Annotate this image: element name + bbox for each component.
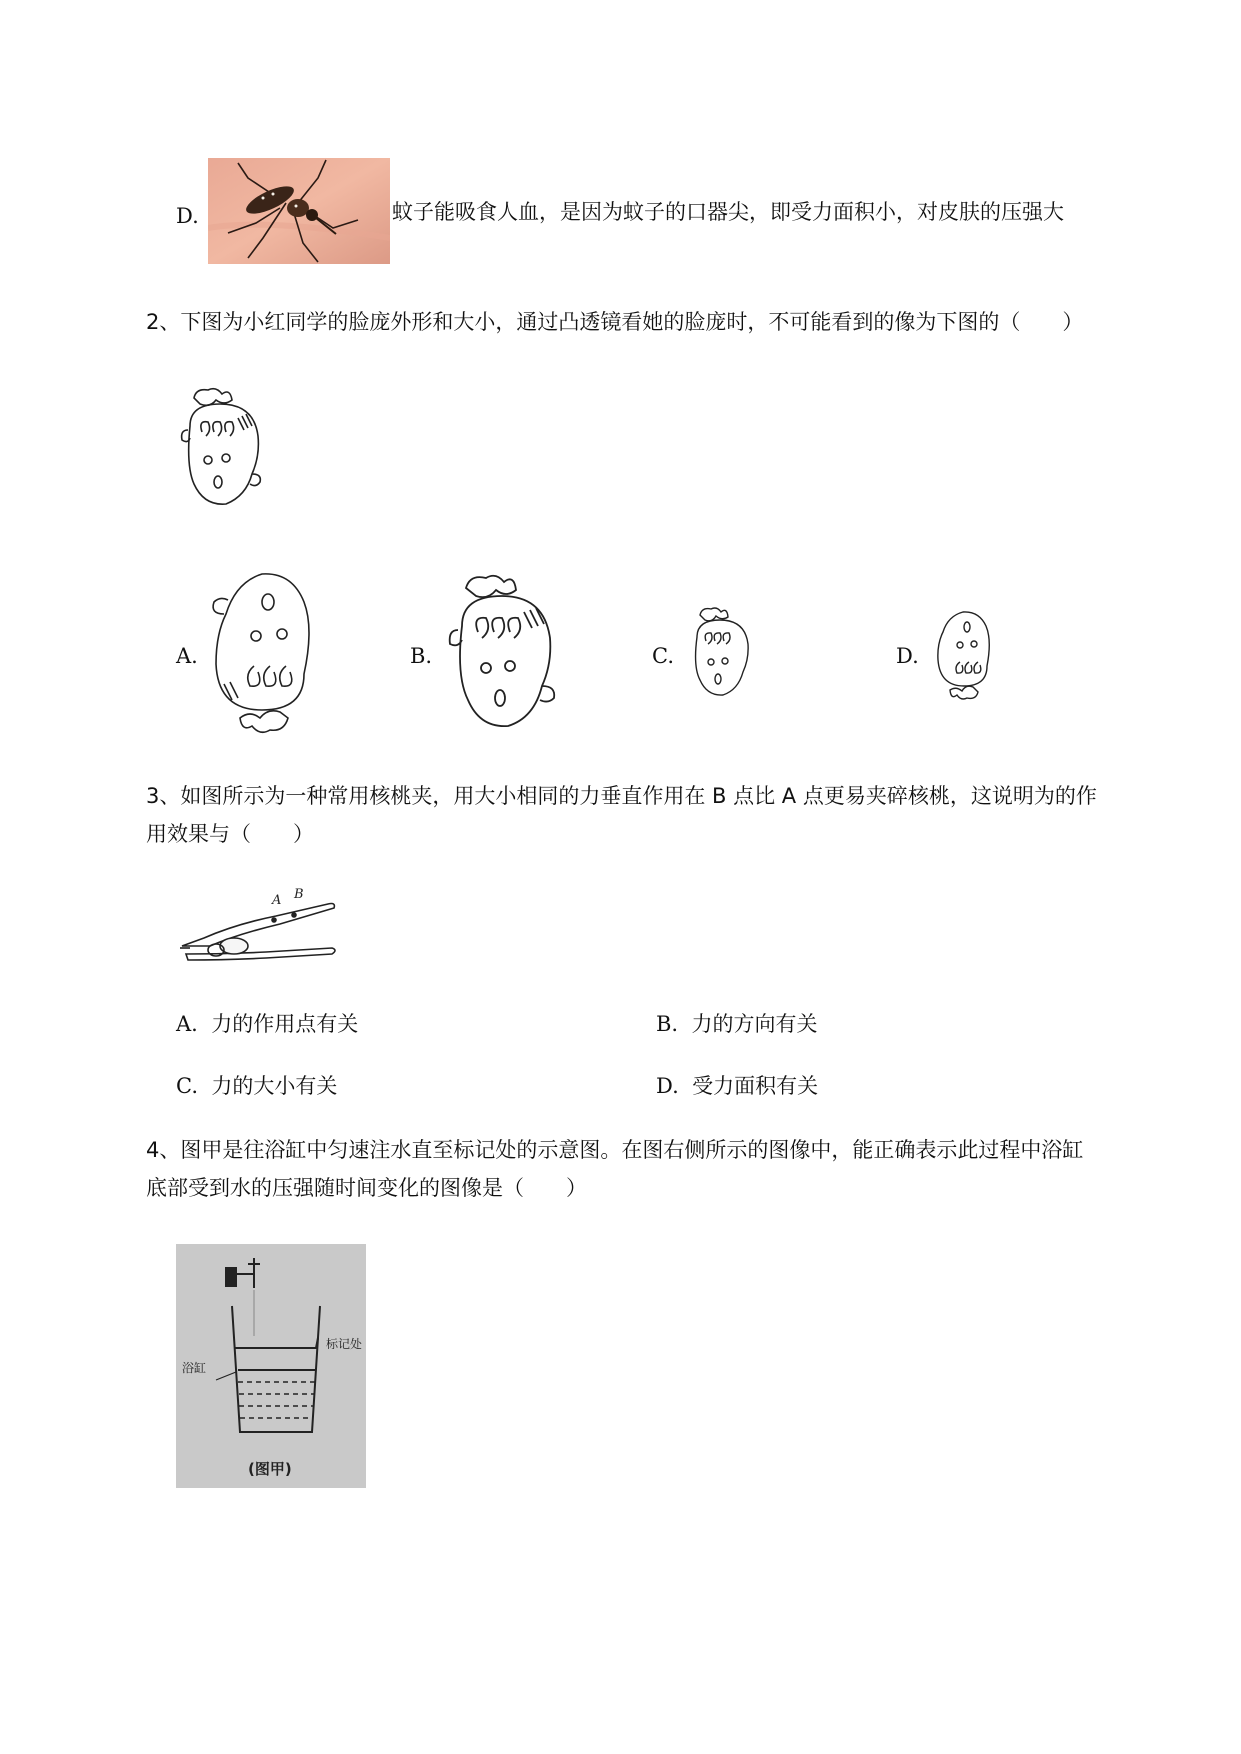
bathtub-caption: (图甲) xyxy=(248,1460,292,1478)
q2-option-a-letter: A. xyxy=(176,644,198,668)
q3-option-a xyxy=(176,1006,358,1042)
q2-reference-face-image xyxy=(176,386,272,512)
q2-option-c-letter: C. xyxy=(652,644,674,668)
q3-option-d-text: 受力面积有关 xyxy=(692,1074,819,1098)
q3-option-b xyxy=(656,1006,817,1042)
q3-option-a-text: 力的作用点有关 xyxy=(211,1012,359,1036)
q2-option-d-image xyxy=(928,606,1000,702)
nutcracker-label-a: A xyxy=(272,893,282,908)
bathtub-label-tub: 浴缸 xyxy=(182,1361,207,1375)
q3-option-d-letter: D. xyxy=(656,1074,679,1098)
q3-option-c-text: 力的大小有关 xyxy=(211,1074,338,1098)
bathtub-label-mark: 标记处 xyxy=(326,1337,363,1351)
q3-option-b-letter: B. xyxy=(656,1012,679,1036)
q3-question-line2: 用效果与（ ） xyxy=(146,822,314,846)
q3-option-b-text: 力的方向有关 xyxy=(691,1012,818,1036)
q3-option-d xyxy=(656,1068,818,1104)
q2-question: 2、下图为小红同学的脸庞外形和大小，通过凸透镜看她的脸庞时，不可能看到的像为下图的（ ） xyxy=(146,310,1084,334)
q3-question-line1: 3、如图所示为一种常用核桃夹，用大小相同的力垂直作用在 B 点比 A 点更易夹碎核桃，这说明为的作 xyxy=(146,784,1097,808)
q2-option-b-letter: B. xyxy=(410,644,433,668)
nutcracker-image xyxy=(176,886,342,968)
q1-option-d-letter: D. xyxy=(176,204,199,228)
q2-option-d-letter: D. xyxy=(896,644,919,668)
q4-question-line1: 4、图甲是往浴缸中匀速注水直至标记处的示意图。在图右侧所示的图像中，能正确表示此过程中浴缸 xyxy=(146,1138,1084,1162)
bathtub-figure xyxy=(176,1244,366,1488)
q4-question-line2: 底部受到水的压强随时间变化的图像是（ ） xyxy=(146,1176,587,1200)
q2-option-c-image xyxy=(686,606,760,702)
q2-option-a-image xyxy=(208,566,332,738)
q3-option-c xyxy=(176,1068,337,1104)
q2-option-b-image xyxy=(444,572,566,736)
mosquito-photo xyxy=(208,158,390,264)
nutcracker-label-b: B xyxy=(294,887,304,902)
q3-option-a-letter: A. xyxy=(176,1012,198,1036)
q3-option-c-letter: C. xyxy=(176,1074,198,1098)
q1-option-d-text: 蚊子能吸食人血，是因为蚊子的口器尖，即受力面积小，对皮肤的压强大 xyxy=(392,200,1064,224)
